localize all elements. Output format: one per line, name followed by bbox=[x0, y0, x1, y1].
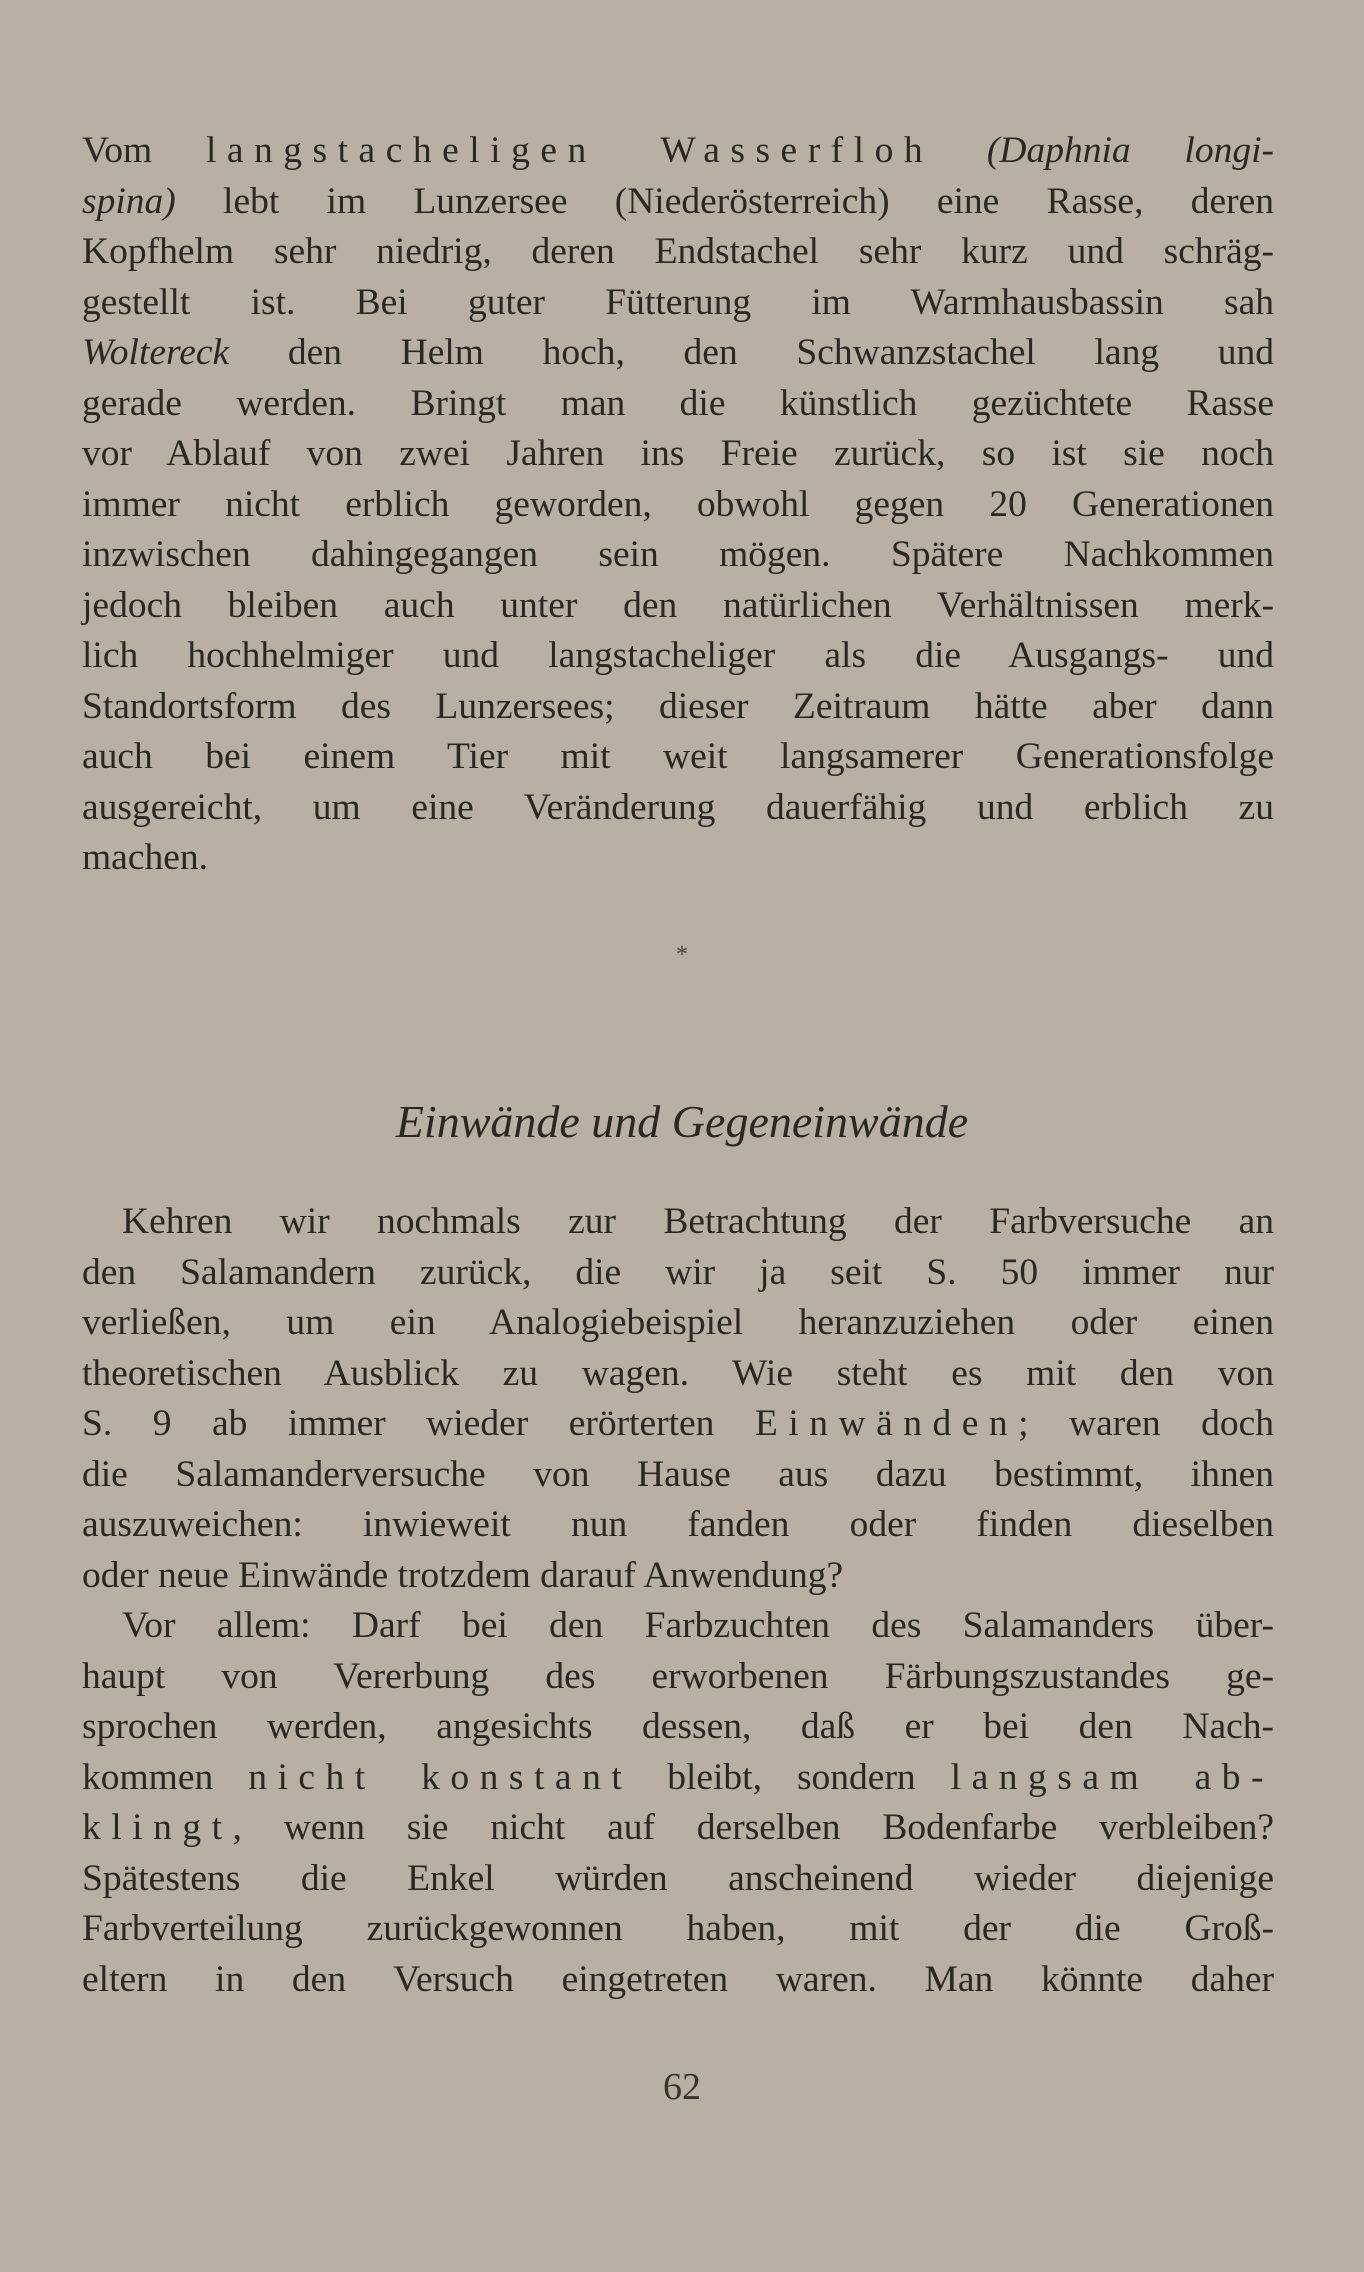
paragraph-daphnia bbox=[82, 126, 1274, 884]
paragraph-einwaende bbox=[82, 1197, 1274, 1601]
text-line: die Salamanderversuche von Hause aus dazu bestimmt, ihnen bbox=[82, 1453, 1274, 1495]
text-line: lich hochhelmiger und langstacheliger als die Ausgangs- und bbox=[82, 635, 1274, 676]
spaced-emphasis: langstacheligen Wasserfloh bbox=[205, 130, 934, 171]
text-line: Vom langstacheligen Wasserfloh (Daphnia longi- bbox=[82, 130, 1274, 171]
text-line: inzwischen dahingegangen sein mögen. Spätere Nachkommen bbox=[82, 534, 1274, 575]
text-line: vor Ablauf von zwei Jahren ins Freie zurück, so ist sie noch bbox=[82, 433, 1274, 474]
spaced-emphasis: nicht konstant bbox=[248, 1756, 633, 1798]
text-line: verließen, um ein Analogiebeispiel heranzuziehen oder einen bbox=[82, 1302, 1274, 1343]
text-line: theoretischen Ausblick zu wagen. Wie steht es mit den von bbox=[82, 1352, 1274, 1394]
text-line: gerade werden. Bringt man die künstlich gezüchtete Rasse bbox=[82, 382, 1274, 424]
page-number: 62 bbox=[663, 2066, 701, 2108]
text-line: haupt von Vererbung des erworbenen Färbungszustandes ge- bbox=[82, 1655, 1274, 1697]
text-line: Farbverteilung zurückgewonnen haben, mit der die Groß- bbox=[82, 1908, 1274, 1949]
asterism-ornament: * bbox=[676, 942, 688, 968]
text-line: Woltereck den Helm hoch, den Schwanzstachel lang und bbox=[82, 332, 1274, 373]
text-line: kommen nicht konstant bleibt, sondern langsam ab- bbox=[82, 1756, 1274, 1798]
section-heading: Einwände und Gegeneinwände bbox=[395, 1096, 969, 1147]
spaced-emphasis: langsam ab- bbox=[950, 1756, 1274, 1798]
italic-species-name: (Daphnia longi- bbox=[986, 130, 1274, 171]
italic-author-name: Woltereck bbox=[82, 332, 230, 373]
text-line: spina) lebt im Lunzersee (Niederösterreich) eine Rasse, deren bbox=[82, 180, 1274, 222]
text-line: jedoch bleiben auch unter den natürlichen Verhältnissen merk- bbox=[82, 584, 1274, 626]
text-line: S. 9 ab immer wieder erörterten Einwänden; waren doch bbox=[82, 1403, 1274, 1444]
text-line: sprochen werden, angesichts dessen, daß er bei den Nach- bbox=[82, 1706, 1274, 1747]
text-line: immer nicht erblich geworden, obwohl gegen 20 Generationen bbox=[82, 483, 1274, 525]
text-line: Vor allem: Darf bei den Farbzuchten des Salamanders über- bbox=[122, 1605, 1274, 1646]
text-line: Kopfhelm sehr niedrig, deren Endstachel sehr kurz und schräg- bbox=[82, 231, 1274, 272]
text-line: klingt, wenn sie nicht auf derselben Bodenfarbe verbleiben? bbox=[82, 1807, 1274, 1848]
text-line: eltern in den Versuch eingetreten waren. Man könnte daher bbox=[82, 1958, 1274, 2000]
text-line: Kehren wir nochmals zur Betrachtung der Farbversuche an bbox=[122, 1201, 1274, 1242]
text-line: ausgereicht, um eine Veränderung dauerfähig und erblich zu bbox=[82, 786, 1274, 828]
spaced-emphasis: klingt bbox=[82, 1807, 233, 1848]
text-line: oder neue Einwände trotzdem darauf Anwendung? bbox=[82, 1554, 844, 1596]
text-line: gestellt ist. Bei guter Fütterung im Warmhausbassin sah bbox=[82, 281, 1274, 323]
text-line: den Salamandern zurück, die wir ja seit S. 50 immer nur bbox=[82, 1251, 1274, 1293]
text-line: Standortsform des Lunzersees; dieser Zeitraum hätte aber dann bbox=[82, 685, 1274, 727]
text-line: Spätestens die Enkel würden anscheinend wieder diejenige bbox=[82, 1857, 1274, 1899]
text-line: auszuweichen: inwieweit nun fanden oder finden dieselben bbox=[82, 1504, 1274, 1545]
text-line: auch bei einem Tier mit weit langsamerer Generationsfolge bbox=[82, 736, 1274, 777]
text-line: machen. bbox=[82, 837, 208, 878]
spaced-emphasis: Einwänden bbox=[754, 1403, 1019, 1444]
paragraph-farbzuchten bbox=[82, 1601, 1274, 2005]
